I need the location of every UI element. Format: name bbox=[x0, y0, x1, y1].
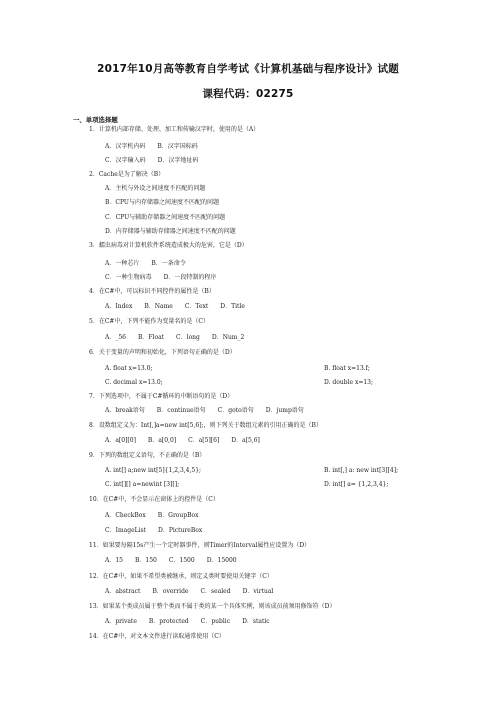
question-option: A．一种芯片 B．一条命令 bbox=[105, 260, 186, 267]
question-option-left: C. int[][] a=newint [3][]; bbox=[105, 481, 180, 488]
document-title: 2017年10月高等教育自学考试《计算机基础与程序设计》试题 bbox=[97, 63, 399, 75]
question-option: A．汉字机内码 B．汉字国标码 bbox=[105, 143, 198, 150]
question-text: 10．在C#中，不会显示在窗体上的控件是（C） bbox=[89, 496, 219, 503]
question-text: 4．在C#中，可以标识不同控件的属性是（B） bbox=[89, 288, 215, 295]
question-text: 6．关于变量的声明和初始化，下列语句正确的是（D） bbox=[89, 349, 236, 356]
section-heading: 一、单项选择题 bbox=[73, 116, 118, 124]
question-text: 1．计算机内部存储、处理、加工和传输汉字时，使用的是（A） bbox=[89, 126, 260, 133]
question-option-left: C. decimal x=13.0; bbox=[105, 379, 163, 386]
question-text: 14．在C#中，对文本文件进行读取通常使用（C） bbox=[89, 633, 225, 640]
question-text: 9．下列的数组定义语句，不正确的是（B） bbox=[89, 452, 206, 459]
question-option-right: B. int[,] a: new int[3][4]; bbox=[324, 467, 399, 474]
question-option: C．ImageList D．PictureBox bbox=[105, 527, 203, 534]
question-option-right: D. int[] a= {1,2,3,4}; bbox=[324, 481, 389, 488]
question-option-left: A. float x=13.0; bbox=[105, 365, 153, 372]
question-option: C．CPU与辅助存储器之间速度不匹配的问题 bbox=[105, 214, 226, 221]
question-text: 7．下列选项中，不属于C#循环的中断语句的是（D） bbox=[89, 393, 234, 400]
question-option: A．break语句 B．continue语句 C．goto语句 D．jump语句 bbox=[105, 407, 304, 414]
question-option: A．_56 B．Float C．long D．Num_2 bbox=[105, 334, 245, 341]
question-option-right: B. float x=13.f; bbox=[324, 365, 370, 372]
question-option-left: A. int[] a;new int[5]{1,2,3,4,5}; bbox=[105, 467, 202, 474]
question-text: 8．设数组定义为：Int[,]a=new int[5,6];，则下列关于数组元素的引用正确的是（B） bbox=[89, 422, 322, 429]
question-option: A．CheckBox B．GroupBox bbox=[105, 512, 199, 519]
question-option: A．主机与外设之间速度不匹配的问题 bbox=[105, 185, 206, 192]
question-option: D．内存储器与辅助存储器之间速度不匹配的问题 bbox=[105, 228, 236, 235]
question-text: 2．Cache是为了解决（B） bbox=[89, 171, 165, 178]
question-option: A．Index B．Name C．Text D．Title bbox=[105, 303, 245, 310]
question-option: A．15 B．150 C．1500 D．15000 bbox=[105, 557, 237, 564]
question-option: A．abstract B．override C．sealed D．virtual bbox=[105, 588, 274, 595]
question-text: 5．在C#中，下列不能作为变量名的是（C） bbox=[89, 318, 210, 325]
question-option: B．CPU与内存储器之间速度不匹配的问题 bbox=[105, 199, 219, 206]
question-option: C．一种生物病毒 D．一段特制的程序 bbox=[105, 274, 217, 281]
question-text: 13．如果某个类成员属于整个类而不属于类的某一个具体实例，则该成员前须用修饰符（D） bbox=[89, 603, 336, 610]
question-text: 11．如果要每隔15s产生一个定时器事件，则Timer的Interval属性应设置为（D） bbox=[89, 542, 311, 549]
question-option: C．汉字输入码 D．汉字地址码 bbox=[105, 157, 199, 164]
question-option: A．private B．protected C．public D．static bbox=[105, 618, 270, 625]
question-option-right: D. double x=13; bbox=[324, 379, 374, 386]
question-option: A．a[0][0] B．a[0,0] C．a[5][6] D．a[5,6] bbox=[105, 437, 260, 444]
course-code: 课程代码：02275 bbox=[202, 88, 294, 100]
question-text: 12．在C#中，如果不希望类被继承，则定义类时要使用关键字（C） bbox=[89, 573, 273, 580]
question-text: 3．蠕虫病毒对计算机软件系统造成极大的危害，它是（D） bbox=[89, 242, 248, 249]
